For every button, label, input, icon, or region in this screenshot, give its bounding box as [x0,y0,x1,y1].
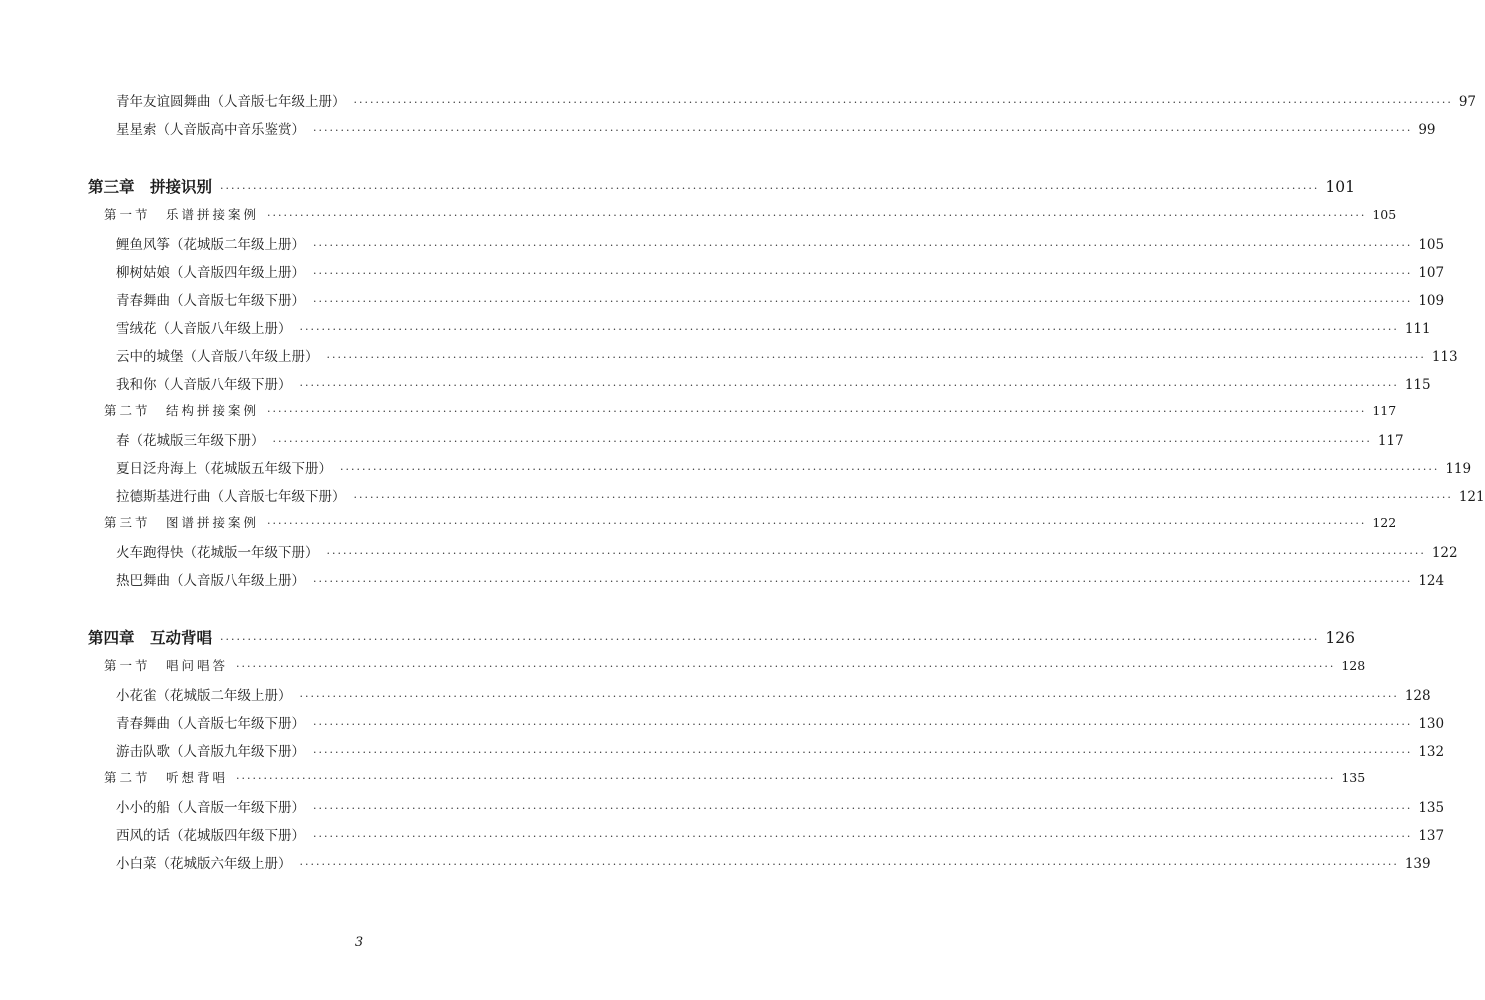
dot-leader: ········································································································································································································ [267,517,1367,530]
dot-leader: ········································································································································································································ [326,351,1426,364]
dot-leader: ········································································································································································································ [313,124,1413,137]
toc-page-number: 105 [1372,207,1397,222]
toc-section[interactable] [104,513,1397,531]
toc-page-number: 115 [1404,377,1431,393]
dot-leader: ········································································································································································································ [313,802,1413,815]
page-number: 3 [354,935,364,950]
toc-entry[interactable] [116,740,1445,760]
dot-leader: ········································································································································································································ [236,772,1336,785]
toc-title: 鲤鱼风筝（花城版二年级上册） [116,237,305,253]
toc-entry[interactable] [116,852,1431,872]
toc-page-number: 117 [1377,433,1404,449]
dot-leader: ········································································································································································································ [272,435,1372,448]
dot-leader: ········································································································································································································ [299,690,1399,703]
toc-chapter[interactable] [88,175,1355,197]
dot-leader: ········································································································································································································ [313,575,1413,588]
toc-page-number: 107 [1418,265,1445,281]
dot-leader: ········································································································································································································ [313,295,1413,308]
dot-leader: ········································································································································································································ [326,547,1426,560]
toc-page-number: 101 [1325,178,1355,196]
toc-entry[interactable] [116,569,1445,589]
toc-title: 青年友谊圆舞曲（人音版七年级上册） [116,94,346,110]
dot-leader: ········································································································································································································ [267,405,1367,418]
toc-page-number: 113 [1431,349,1458,365]
toc-page-number: 132 [1418,744,1445,760]
toc-chapter[interactable] [88,626,1355,648]
toc-page-number: 137 [1418,828,1445,844]
toc-title: 柳树姑娘（人音版四年级上册） [116,265,305,281]
toc-page-number: 122 [1431,545,1458,561]
toc-title: 游击队歌（人音版九年级下册） [116,744,305,760]
toc-title: 云中的城堡（人音版八年级上册） [116,349,319,365]
toc-entry[interactable] [116,261,1445,281]
toc-page-number: 117 [1372,403,1397,418]
toc-page-number: 119 [1445,461,1472,477]
toc-page-number: 135 [1341,770,1366,785]
toc-section[interactable] [104,656,1366,674]
toc-entry[interactable] [116,824,1445,844]
dot-leader: ········································································································································································································ [313,746,1413,759]
dot-leader: ········································································································································································································ [313,718,1413,731]
toc-entry[interactable] [116,90,1477,110]
toc-title: 第一节 乐谱拼接案例 [104,207,260,222]
toc-title: 我和你（人音版八年级下册） [116,377,292,393]
toc-title: 雪绒花（人音版八年级上册） [116,321,292,337]
toc-page-number: 126 [1325,629,1355,647]
toc-title: 第一节 唱问唱答 [104,658,229,673]
dot-leader: ········································································································································································································ [353,491,1453,504]
toc-page-number: 128 [1404,688,1431,704]
toc-page-number: 139 [1404,856,1431,872]
toc-title: 第三章 拼接识别 [88,177,213,196]
toc-section[interactable] [104,205,1397,223]
toc-section[interactable] [104,768,1366,786]
dot-leader: ········································································································································································································ [299,858,1399,871]
toc-entry[interactable] [116,345,1458,365]
toc-title: 第二节 听想背唱 [104,770,229,785]
dot-leader: ········································································································································································································ [313,239,1413,252]
dot-leader: ········································································································································································································ [313,830,1413,843]
dot-leader: ········································································································································································································ [220,182,1320,195]
toc-page-number: 135 [1418,800,1445,816]
toc-entry[interactable] [116,118,1436,138]
toc-title: 星星索（人音版高中音乐鉴赏） [116,122,305,138]
dot-leader: ········································································································································································································ [299,379,1399,392]
toc-entry[interactable] [116,233,1445,253]
toc-page-number: 111 [1404,321,1431,337]
toc-title: 小小的船（人音版一年级下册） [116,800,305,816]
toc-entry[interactable] [116,289,1445,309]
toc-entry[interactable] [116,712,1445,732]
toc-page-number: 130 [1418,716,1445,732]
toc-title: 火车跑得快（花城版一年级下册） [116,545,319,561]
toc-entry[interactable] [116,541,1458,561]
toc-entry[interactable] [116,429,1404,449]
toc-title: 小白菜（花城版六年级上册） [116,856,292,872]
toc-title: 第四章 互动背唱 [88,628,213,647]
toc-page-number: 99 [1418,122,1436,138]
toc-page-number: 128 [1341,658,1366,673]
toc-title: 春（花城版三年级下册） [116,433,265,449]
toc-title: 青春舞曲（人音版七年级下册） [116,716,305,732]
toc-entry[interactable] [116,684,1431,704]
toc-section[interactable] [104,401,1397,419]
toc-entry[interactable] [116,457,1472,477]
dot-leader: ········································································································································································································ [220,633,1320,646]
toc-entry[interactable] [116,373,1431,393]
toc-page-number: 122 [1372,515,1397,530]
toc-title: 夏日泛舟海上（花城版五年级下册） [116,461,332,477]
toc-entry[interactable] [116,317,1431,337]
toc-page-number: 97 [1458,94,1477,110]
toc-page-number: 109 [1418,293,1445,309]
toc-title: 拉德斯基进行曲（人音版七年级下册） [116,489,346,505]
dot-leader: ········································································································································································································ [299,323,1399,336]
toc-title: 热巴舞曲（人音版八年级上册） [116,573,305,589]
dot-leader: ········································································································································································································ [353,96,1453,109]
toc-entry[interactable] [116,485,1485,505]
toc-page-number: 105 [1418,237,1445,253]
toc-title: 第二节 结构拼接案例 [104,403,260,418]
toc-title: 小花雀（花城版二年级上册） [116,688,292,704]
dot-leader: ········································································································································································································ [267,209,1367,222]
dot-leader: ········································································································································································································ [313,267,1413,280]
dot-leader: ········································································································································································································ [236,660,1336,673]
toc-page-number: 121 [1458,489,1485,505]
toc-title: 青春舞曲（人音版七年级下册） [116,293,305,309]
toc-title: 第三节 图谱拼接案例 [104,515,260,530]
toc-title: 西风的话（花城版四年级下册） [116,828,305,844]
toc-page-number: 124 [1418,573,1445,589]
dot-leader: ········································································································································································································ [340,463,1440,476]
toc-entry[interactable] [116,796,1445,816]
